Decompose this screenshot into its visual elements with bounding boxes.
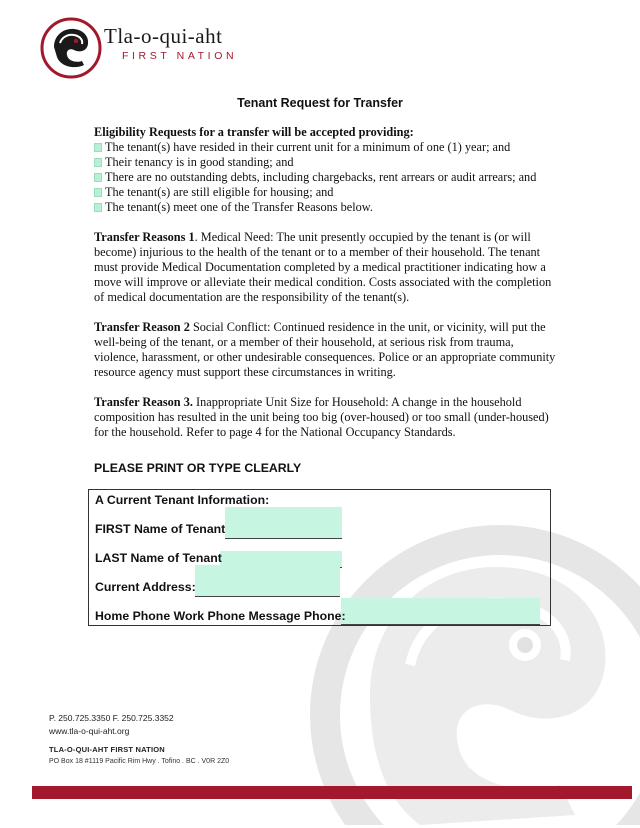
- address-field[interactable]: [195, 565, 340, 597]
- list-item: [94, 155, 559, 170]
- eligibility-item-text: Their tenancy is in good standing; and: [105, 155, 294, 169]
- org-name: Tla-o-qui-aht: [104, 24, 223, 48]
- first-nation-logo-icon: [40, 17, 102, 79]
- form-section-heading: A Current Tenant Information:: [95, 493, 270, 507]
- list-item: [94, 200, 559, 215]
- print-instruction: PLEASE PRINT OR TYPE CLEARLY: [94, 461, 302, 475]
- footer-address: PO Box 18 #1119 Pacific Rim Hwy . Tofino . BC . V0R 2Z0: [49, 758, 230, 765]
- transfer-reason-1: [94, 230, 559, 305]
- footer-org-name: TLA-O-QUI-AHT FIRST NATION: [49, 745, 165, 754]
- document-title: Tenant Request for Transfer: [237, 96, 403, 110]
- footer-phone: P. 250.725.3350 F. 250.725.3352: [49, 713, 174, 723]
- address-label: Current Address:: [95, 580, 196, 594]
- tenant-info-form: [88, 489, 551, 626]
- reason-label: Transfer Reason 2: [94, 320, 190, 334]
- footer-bar: [32, 786, 632, 799]
- list-item: [94, 185, 559, 200]
- reason-text: . Medical Need: The unit presently occupied by the tenant is (or will become) injurious to the health of the tenant or to a member of their household. The tenant must provide Medical Documentation completed by a medical practitioner indicating how a move will improve or alleviate their medical condition. Costs associated with the completion of medical documentation are the responsibility of the tenant(s).: [94, 230, 552, 304]
- reason-label: Transfer Reason 3.: [94, 395, 193, 409]
- eligibility-list: [94, 140, 559, 215]
- reason-text: Inappropriate Unit Size for Household: A change in the household composition has resulted in the unit being too big (over-housed) or too small (under-housed) for the household. Refer to page 4 for the National Occupancy Standards.: [94, 395, 549, 439]
- footer-website[interactable]: www.tla-o-qui-aht.org: [49, 726, 130, 736]
- transfer-reason-3: [94, 395, 559, 440]
- reason-label: Transfer Reasons 1: [94, 230, 195, 244]
- first-name-label: FIRST Name of Tenant: [95, 522, 226, 536]
- org-subtitle: FIRST NATION: [122, 50, 238, 62]
- eligibility-item-text: The tenant(s) meet one of the Transfer Reasons below.: [105, 200, 373, 214]
- list-item: [94, 170, 559, 185]
- checkbox[interactable]: [94, 188, 102, 197]
- eligibility-item-text: There are no outstanding debts, including chargebacks, rent arrears or audit arrears; and: [105, 170, 537, 184]
- eligibility-item-text: The tenant(s) are still eligible for housing; and: [105, 185, 334, 199]
- reason-text: Social Conflict: Continued residence in the unit, or vicinity, will put the well-being of the tenant, or a member of their household, at serious risk from trauma, violence, harassment, or other undesirable consequences. Police or an appropriate community resource agency must support these circumstances in writing.: [94, 320, 556, 379]
- transfer-reason-2: [94, 320, 559, 380]
- checkbox[interactable]: [94, 143, 102, 152]
- eligibility-item-text: The tenant(s) have resided in their current unit for a minimum of one (1) year; and: [105, 140, 511, 154]
- first-name-field[interactable]: [225, 507, 342, 539]
- checkbox[interactable]: [94, 203, 102, 212]
- phone-field[interactable]: [341, 598, 540, 625]
- eligibility-heading: Eligibility Requests for a transfer will be accepted providing:: [94, 125, 414, 139]
- last-name-label: LAST Name of Tenant: [95, 551, 222, 565]
- document-body: [94, 125, 559, 440]
- list-item: [94, 140, 559, 155]
- checkbox[interactable]: [94, 158, 102, 167]
- phone-label: Home Phone Work Phone Message Phone:: [95, 609, 346, 623]
- checkbox[interactable]: [94, 173, 102, 182]
